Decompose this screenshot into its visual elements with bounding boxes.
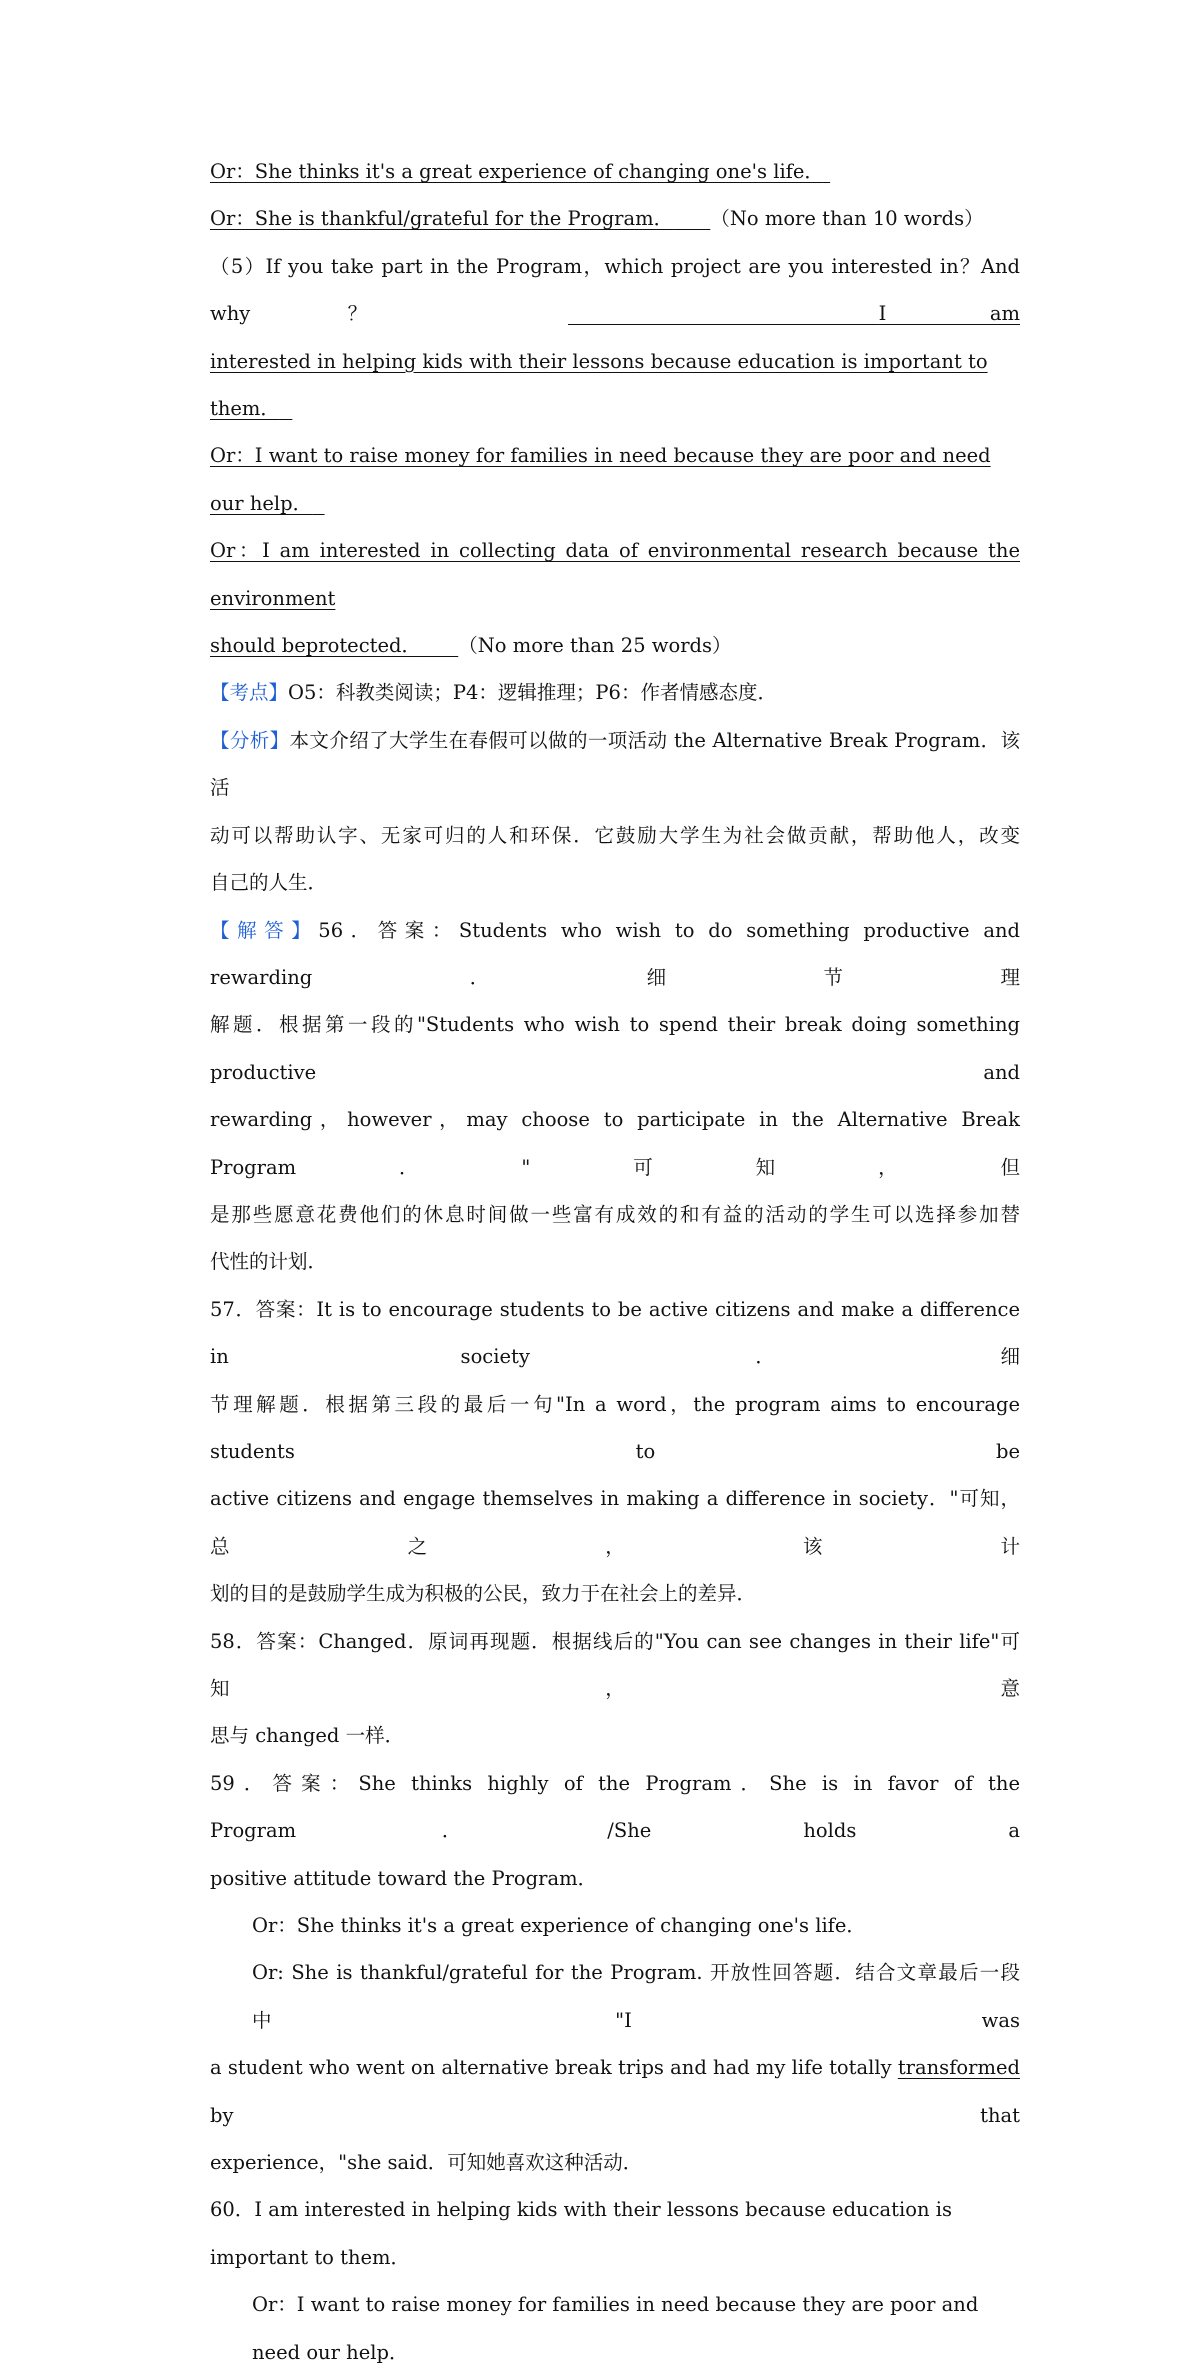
q59-line: positive attitude toward the Program． <box>210 1866 598 1890</box>
fenxi-line: 动可以帮助认字、无家可归的人和环保．它鼓励大学生为社会做贡献，帮助他人，改变 <box>210 823 1020 847</box>
blank-pad <box>824 148 832 195</box>
q57-line: 节理解题．根据第三段的最后一句"In a word，the program aims to encourage students to be <box>210 1392 1020 1463</box>
answer-start: I am <box>878 302 1020 326</box>
q57-line: 57．答案：It is to encourage students to be active citizens and make a difference in society．细 <box>210 1297 1020 1369</box>
kaodian-tag: 【考点】 <box>210 681 289 705</box>
kaodian-text: O5：科教类阅读；P4：逻辑推理；P6：作者情感态度． <box>288 681 777 705</box>
fenxi-line: 自己的人生． <box>210 871 328 895</box>
q57-line: active citizens and engage themselves in making a difference in society．"可知，总之，该计 <box>210 1487 1020 1558</box>
q60-line: Or：I want to raise money for families in need because they are poor and need our help． <box>252 2293 979 2364</box>
blank-pad <box>421 634 458 657</box>
question-5-text: （5）If you take part in the Program，which project are you interested in？And why？ <box>210 254 1020 326</box>
q59-line <box>210 2044 1020 2139</box>
fenxi-line <box>210 717 1020 812</box>
underlined-answer <box>568 302 1020 325</box>
answer-line: Or：I am interested in collecting data of environmental research because the environment <box>210 539 1020 610</box>
fenxi-text: 本文介绍了大学生在春假可以做的一项活动 the Alternative Break Program．该活 <box>210 728 1020 800</box>
underlined-answer: Or：I want to raise money for families in need because they are poor and need our help． <box>210 444 991 515</box>
jieda-line: 解题．根据第一段的"Students who wish to spend their break doing something productive and <box>210 1013 1020 1084</box>
q59-line: Or: She is thankful/grateful for the Program. 开放性回答题．结合文章最后一段中"I was <box>252 1961 1020 2032</box>
underlined-answer: Or：She is thankful/grateful for the Program． <box>210 207 674 231</box>
answer-line <box>210 622 1020 669</box>
q59-text: by that <box>210 2103 1020 2127</box>
q58-line: 58．答案：Changed．原词再现题．根据线后的"You can see changes in their life"可知，意 <box>210 1629 1020 1700</box>
jieda-line: rewarding，however，may choose to participate in the Alternative Break Program．"可知，但 <box>210 1108 1020 1179</box>
q58-line: 思与 changed 一样． <box>210 1724 405 1748</box>
jieda-line: 代性的计划． <box>210 1250 328 1274</box>
jieda-line <box>210 907 1020 1002</box>
kaodian-section <box>210 669 1020 716</box>
jieda-line: 是那些愿意花费他们的休息时间做一些富有成效的和有益的活动的学生可以选择参加替 <box>210 1202 1020 1226</box>
q59-line: 59．答案：She thinks highly of the Program．She is in favor of the Program．/She holds a <box>210 1771 1020 1843</box>
answer-line <box>210 432 1020 527</box>
blank-pad <box>673 207 710 230</box>
jieda-tag: 【解答】 <box>210 918 319 942</box>
word-limit-note: （No more than 25 words） <box>458 634 732 658</box>
answer-line <box>210 148 1020 195</box>
underlined-answer: should beprotected． <box>210 634 422 658</box>
blank-pad <box>312 492 324 515</box>
underlined-word: transformed <box>897 2056 1020 2080</box>
q57-line: 划的目的是鼓励学生成为积极的公民，致力于在社会上的差异． <box>210 1582 757 1606</box>
q59-text: a student who went on alternative break trips and had my life totally <box>210 2056 892 2080</box>
blank-pad <box>280 397 292 420</box>
word-limit-note: （No more than 10 words） <box>710 207 984 231</box>
answer-line <box>210 338 1020 433</box>
q59-line: Or：She thinks it's a great experience of changing one's life． <box>252 1914 866 1938</box>
underlined-answer: interested in helping kids with their lessons because education is important to them． <box>210 349 988 421</box>
document-body <box>210 148 1020 2376</box>
question-5-line <box>210 243 1020 338</box>
underlined-answer: Or：She thinks it's a great experience of changing one's life． <box>210 160 824 183</box>
q60-line: 60．I am interested in helping kids with their lessons because education is important to them． <box>210 2198 952 2269</box>
answer-line <box>210 195 1020 242</box>
q59-line: experience，"she said．可知她喜欢这种活动． <box>210 2151 643 2175</box>
jieda-text: 56．答案：Students who wish to do something productive and rewarding．细节理 <box>210 918 1020 989</box>
fenxi-tag: 【分析】 <box>210 728 290 752</box>
